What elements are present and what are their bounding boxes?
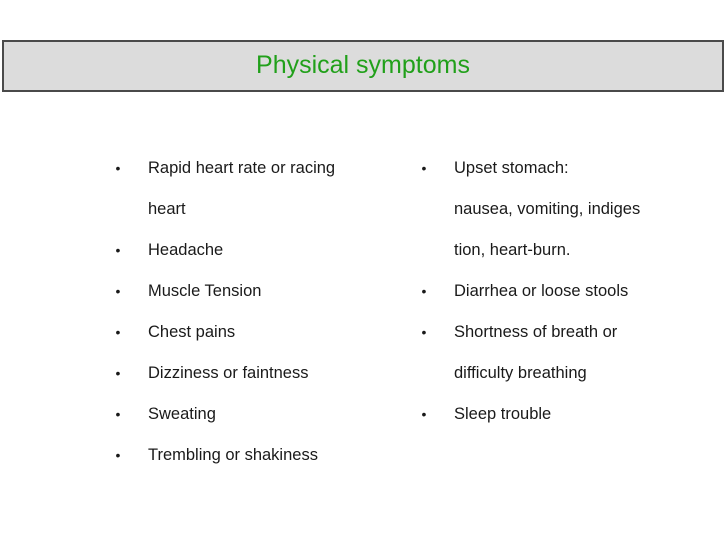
list-item-text: Diarrhea or loose stools	[454, 282, 629, 300]
list-item-text: Muscle Tension	[148, 282, 262, 300]
bullet-icon: •	[115, 365, 121, 381]
bullet-icon: •	[421, 406, 427, 422]
list-item	[418, 312, 708, 394]
bullet-icon: •	[421, 160, 427, 176]
list-item-text: difficulty breathing	[454, 364, 587, 382]
list-item	[112, 394, 392, 435]
list-item-text: nausea, vomiting, indiges	[454, 200, 641, 218]
list-item-text: Sleep trouble	[454, 405, 552, 423]
list-item-text: Dizziness or faintness	[148, 364, 309, 382]
list-item-text: tion, heart-burn.	[454, 241, 571, 259]
bullet-icon: •	[115, 283, 121, 299]
slide-title: Physical symptoms	[256, 51, 470, 79]
list-item	[112, 312, 392, 353]
list-item	[112, 271, 392, 312]
list-item	[112, 353, 392, 394]
list-item-text: Shortness of breath or	[454, 323, 618, 341]
bullet-icon: •	[421, 324, 427, 340]
bullet-icon: •	[115, 447, 121, 463]
list-item	[418, 394, 708, 435]
bullet-icon: •	[115, 406, 121, 422]
title-bar	[2, 40, 724, 92]
left-symptom-list	[112, 148, 392, 476]
list-item	[112, 435, 392, 476]
right-symptom-list	[418, 148, 708, 435]
bullet-icon: •	[115, 160, 121, 176]
list-item-text: Upset stomach:	[454, 159, 569, 177]
list-item	[112, 148, 392, 230]
list-item-text: Trembling or shakiness	[148, 446, 318, 464]
list-item-text: heart	[148, 200, 186, 218]
list-item-text: Sweating	[148, 405, 216, 423]
bullet-icon: •	[421, 283, 427, 299]
list-item-text: Chest pains	[148, 323, 236, 341]
list-item-text: Headache	[148, 241, 224, 259]
list-item	[418, 148, 708, 271]
bullet-icon: •	[115, 324, 121, 340]
list-item-text: Rapid heart rate or racing	[148, 159, 336, 177]
list-item	[418, 271, 708, 312]
list-item	[112, 230, 392, 271]
bullet-icon: •	[115, 242, 121, 258]
